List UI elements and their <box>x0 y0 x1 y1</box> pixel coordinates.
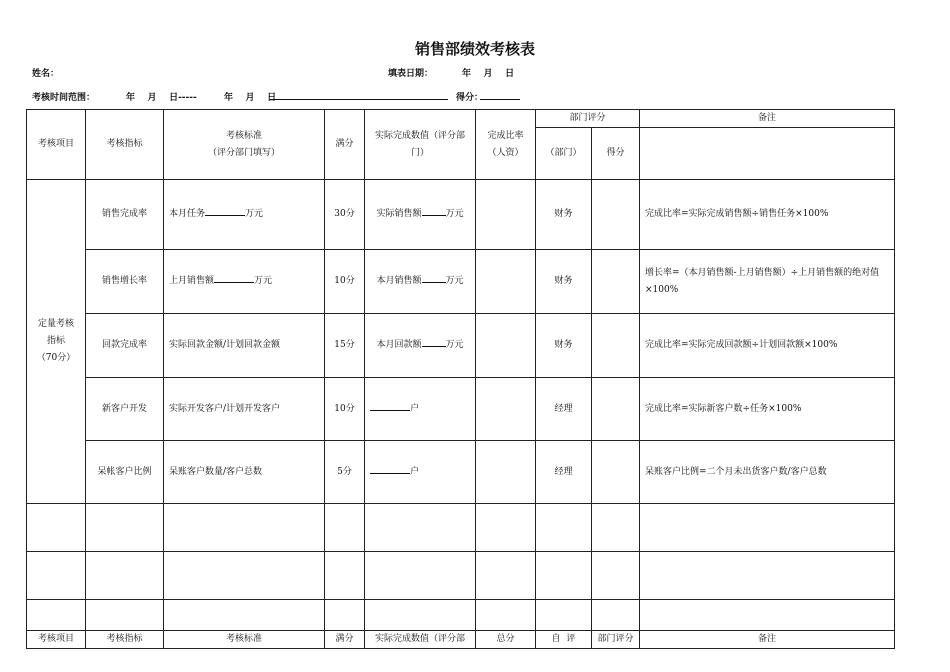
empty-row <box>27 552 895 600</box>
header-indicator: 考核指标 <box>86 110 164 180</box>
group-quantitative <box>27 180 86 504</box>
empty-row <box>27 600 895 631</box>
row-actual-pre: 实际销售额 <box>376 209 422 219</box>
period-end[interactable]: 年 月 日 <box>224 93 277 103</box>
header-score: 得分 <box>592 128 640 180</box>
group-line2: 指标 <box>46 336 65 346</box>
footer-actual: 实际完成数值（评分部 <box>365 631 476 649</box>
row-full-score: 5分 <box>325 441 365 504</box>
row-score[interactable] <box>592 378 640 441</box>
header-actual <box>365 110 476 180</box>
row-indicator: 销售增长率 <box>86 250 164 314</box>
table-row <box>27 441 895 504</box>
form-title: 销售部绩效考核表 <box>414 40 535 58</box>
period-underline <box>270 99 448 100</box>
footer-dept-score: 部门评分 <box>592 631 640 649</box>
row-standard: 呆账客户数量/客户总数 <box>164 441 325 504</box>
row-full-score: 10分 <box>325 250 365 314</box>
row-actual-post: 万元 <box>445 209 464 219</box>
row-rate[interactable] <box>476 314 536 378</box>
footer-remark: 备注 <box>640 631 895 649</box>
header-row-1 <box>27 110 895 128</box>
row-standard-pre: 上月销售额 <box>169 276 215 286</box>
group-line1: 定量考核 <box>37 319 74 329</box>
footer-item: 考核项目 <box>27 631 86 649</box>
row-actual-pre: 本月销售额 <box>376 276 422 286</box>
header-standard-line1: 考核标准 <box>225 130 262 141</box>
header-actual-line2: 门） <box>410 147 429 158</box>
row-standard-post: 万元 <box>245 209 264 219</box>
row-dept: 财务 <box>536 250 592 314</box>
table-row <box>27 250 895 314</box>
header-actual-line1: 实际完成数值（评分部 <box>374 130 465 141</box>
header-standard-line2: （评分部门填写） <box>207 147 280 158</box>
row-full-score: 15分 <box>325 314 365 378</box>
header-standard <box>164 110 325 180</box>
row-standard: 实际回款金额/计划回款金额 <box>164 314 325 378</box>
footer-header-row <box>27 631 895 649</box>
row-rate[interactable] <box>476 180 536 250</box>
table-row <box>27 314 895 378</box>
row-score[interactable] <box>592 250 640 314</box>
footer-self: 自 评 <box>536 631 592 649</box>
row-dept: 经理 <box>536 441 592 504</box>
row-remark: 增长率=（本月销售额-上月销售额）÷上月销售额的绝对值×100% <box>640 250 895 314</box>
period-label: 考核时间范围： <box>32 93 96 103</box>
row-standard-post: 万元 <box>254 276 273 286</box>
row-actual-post: 户 <box>410 403 420 414</box>
row-dept: 财务 <box>536 180 592 250</box>
row-actual-pre: 本月回款额 <box>376 340 422 350</box>
row-standard: 实际开发客户/计划开发客户 <box>164 378 325 441</box>
header-remark: 备注 <box>640 110 895 128</box>
header-rate-line2: （人资） <box>487 147 524 158</box>
row-actual-post: 万元 <box>445 276 464 286</box>
footer-indicator: 考核指标 <box>86 631 164 649</box>
row-remark: 完成比率=实际新客户数÷任务×100% <box>640 378 895 441</box>
assessment-table <box>26 109 895 649</box>
row-standard[interactable] <box>164 180 325 250</box>
actual-blank[interactable] <box>422 337 446 347</box>
row-rate[interactable] <box>476 441 536 504</box>
row-actual-post: 万元 <box>445 340 464 350</box>
standard-blank[interactable] <box>205 206 245 216</box>
row-indicator: 销售完成率 <box>86 180 164 250</box>
row-remark: 呆账客户比例=二个月未出货客户数/客户总数 <box>640 441 895 504</box>
footer-standard: 考核标准 <box>164 631 325 649</box>
actual-blank[interactable] <box>422 273 446 283</box>
row-actual[interactable] <box>365 314 476 378</box>
table-row <box>27 378 895 441</box>
actual-blank[interactable] <box>370 401 410 411</box>
score-label: 得分： <box>456 93 484 103</box>
row-dept: 经理 <box>536 378 592 441</box>
row-standard[interactable] <box>164 250 325 314</box>
row-actual[interactable] <box>365 250 476 314</box>
row-rate[interactable] <box>476 378 536 441</box>
row-indicator: 回款完成率 <box>86 314 164 378</box>
header-rate <box>476 110 536 180</box>
row-actual[interactable] <box>365 378 476 441</box>
footer-total: 总分 <box>476 631 536 649</box>
row-rate[interactable] <box>476 250 536 314</box>
row-full-score: 30分 <box>325 180 365 250</box>
row-standard-pre: 本月任务 <box>169 209 206 219</box>
standard-blank[interactable] <box>214 273 254 283</box>
row-indicator: 新客户开发 <box>86 378 164 441</box>
row-actual[interactable] <box>365 441 476 504</box>
header-remark-blank <box>640 128 895 180</box>
header-dept-score: 部门评分 <box>536 110 640 128</box>
fill-date-label: 填表日期： <box>388 69 434 79</box>
row-full-score: 10分 <box>325 378 365 441</box>
period-start[interactable]: 年 月 日----- <box>126 93 197 103</box>
name-label: 姓名： <box>32 69 60 79</box>
row-score[interactable] <box>592 314 640 378</box>
row-remark: 完成比率=实际完成销售额÷销售任务×100% <box>640 180 895 250</box>
fill-date-fields[interactable]: 年 月 日 <box>462 69 515 79</box>
score-underline[interactable] <box>480 99 520 100</box>
actual-blank[interactable] <box>422 206 446 216</box>
footer-full-score: 满分 <box>325 631 365 649</box>
header-dept: （部门） <box>536 128 592 180</box>
header-item: 考核项目 <box>27 110 86 180</box>
row-remark: 完成比率=实际完成回款额÷计划回款额×100% <box>640 314 895 378</box>
table-row <box>27 180 895 250</box>
row-actual[interactable] <box>365 180 476 250</box>
header-full-score: 满分 <box>325 110 365 180</box>
row-indicator: 呆帐客户比例 <box>86 441 164 504</box>
empty-row <box>27 504 895 552</box>
header-rate-line1: 完成比率 <box>487 130 524 141</box>
row-actual-post: 户 <box>410 466 420 477</box>
row-dept: 财务 <box>536 314 592 378</box>
row-score[interactable] <box>592 180 640 250</box>
group-line3: （70分） <box>36 353 76 363</box>
row-score[interactable] <box>592 441 640 504</box>
actual-blank[interactable] <box>370 464 410 474</box>
